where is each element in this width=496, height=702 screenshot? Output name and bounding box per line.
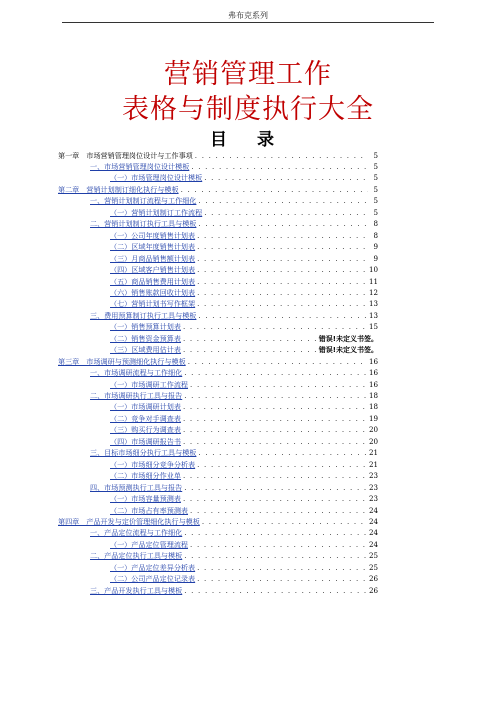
toc-entry[interactable] xyxy=(110,379,378,390)
toc-entry[interactable] xyxy=(110,413,378,424)
toc-entry-title[interactable]: （一）公司年度销售计划表 xyxy=(110,230,196,240)
toc-page-number: 5 xyxy=(373,173,378,183)
toc-entry[interactable] xyxy=(58,516,378,527)
toc-dot-leader xyxy=(183,402,367,412)
toc-dot-leader xyxy=(197,574,367,584)
toc-entry-title[interactable]: 一、市场调研流程与工作细化 xyxy=(90,368,183,378)
toc-entry-title[interactable]: （二）市场细分作业单 xyxy=(110,471,181,481)
toc-dot-leader xyxy=(198,311,367,321)
toc-dot-leader xyxy=(197,265,367,275)
toc-entry-title[interactable]: 三、费用预算制订执行工具与模板 xyxy=(90,310,197,320)
toc-dot-leader xyxy=(195,151,368,161)
toc-page-number: 16 xyxy=(368,368,378,378)
toc-entry[interactable] xyxy=(90,161,378,172)
toc-page-number: 13 xyxy=(368,310,378,320)
toc-dot-leader xyxy=(184,483,367,493)
toc-page-number: 9 xyxy=(373,242,378,252)
toc-entry-title[interactable]: （二）竞争对手调查表 xyxy=(110,413,181,423)
toc-dot-leader xyxy=(183,334,317,344)
toc-dot-leader xyxy=(190,506,367,516)
toc-entry[interactable] xyxy=(90,310,378,321)
toc-dot-leader xyxy=(197,254,368,264)
toc-page-number: 24 xyxy=(368,516,378,526)
toc-entry[interactable] xyxy=(90,528,378,539)
toc-page-number: 5 xyxy=(373,150,378,160)
toc-entry[interactable] xyxy=(90,551,378,562)
toc-dot-leader xyxy=(197,460,367,470)
toc-page-number: 5 xyxy=(373,207,378,217)
toc-entry-title[interactable]: （三）区域费用估计表 xyxy=(110,345,181,355)
toc-dot-leader xyxy=(197,277,367,287)
toc-dot-leader xyxy=(184,368,367,378)
toc-entry[interactable] xyxy=(110,402,378,413)
toc-entry[interactable] xyxy=(110,242,378,253)
toc-dot-leader xyxy=(197,563,367,573)
toc-entry-title[interactable]: 一、产品定位流程与工作细化 xyxy=(90,528,183,538)
toc-entry-title[interactable]: （七）营销计划书写作框架 xyxy=(110,299,196,309)
toc-entry-title[interactable]: 一、市场营销管理岗位设计模板 xyxy=(90,162,190,172)
toc-page-number: 23 xyxy=(368,471,378,481)
toc-dot-leader xyxy=(183,437,367,447)
toc-entry[interactable] xyxy=(110,562,378,573)
toc-entry[interactable] xyxy=(90,390,378,401)
toc-dot-leader xyxy=(197,231,368,241)
toc-dot-leader xyxy=(202,517,367,527)
toc-page-number: 19 xyxy=(368,413,378,423)
toc-page-number: 13 xyxy=(368,299,378,309)
toc-dot-leader xyxy=(183,345,317,355)
toc-entry-title[interactable]: （六）销售账款回收计划表 xyxy=(110,287,196,297)
toc-entry-title[interactable]: （四）市场调研报告书 xyxy=(110,436,181,446)
toc-entry-title: 第一章 市场营销管理岗位设计与工作事项 xyxy=(58,150,193,160)
toc-entry-title[interactable]: （三）购买行为调查表 xyxy=(110,425,181,435)
toc-dot-leader xyxy=(184,586,367,596)
toc-page-number: 18 xyxy=(368,391,378,401)
toc-dot-leader xyxy=(204,173,368,183)
toc-page-number: 24 xyxy=(368,505,378,515)
toc-dot-leader xyxy=(197,288,367,298)
toc-entry-title[interactable]: （五）商品销售费用计划表 xyxy=(110,276,196,286)
toc-entry[interactable] xyxy=(110,459,378,470)
toc-entry[interactable] xyxy=(90,448,378,459)
toc-page-number: 25 xyxy=(368,551,378,561)
toc-entry[interactable] xyxy=(110,173,378,184)
toc-entry-title[interactable]: 一、营销计划制订流程与工作细化 xyxy=(90,196,197,206)
toc-entry-title[interactable]: （一）市场调研工作流程 xyxy=(110,379,189,389)
toc-entry[interactable] xyxy=(110,299,378,310)
toc-entry[interactable] xyxy=(110,539,378,550)
toc-entry[interactable] xyxy=(110,345,378,356)
toc-dot-leader xyxy=(197,242,368,252)
toc-entry-title[interactable]: （四）区域客户销售计划表 xyxy=(110,265,196,275)
toc-page-number: 20 xyxy=(368,425,378,435)
toc-dot-leader xyxy=(184,391,367,401)
toc-heading: 目 录 xyxy=(210,130,286,150)
toc-page-number: 20 xyxy=(368,436,378,446)
toc-page-number: 21 xyxy=(368,459,378,469)
toc-entry[interactable] xyxy=(110,425,378,436)
toc-entry[interactable] xyxy=(110,287,378,298)
toc-dot-leader xyxy=(190,380,367,390)
toc-page-number: 5 xyxy=(373,184,378,194)
toc-page-number: 5 xyxy=(373,162,378,172)
toc-page-number: 8 xyxy=(373,219,378,229)
toc-dot-leader xyxy=(198,196,368,206)
toc-entry[interactable] xyxy=(110,436,378,447)
toc-page-number: 8 xyxy=(373,230,378,240)
toc-entry-title[interactable]: 二、市场调研执行工具与报告 xyxy=(90,391,183,401)
toc-entry-title[interactable]: （三）月商品销售额计划表 xyxy=(110,253,196,263)
toc-bookmark-error: 错误!未定义书签。 xyxy=(318,346,378,355)
toc-page-number: 12 xyxy=(368,287,378,297)
toc-entry-title[interactable]: （一）产品定位管理流程 xyxy=(110,539,189,549)
toc-dot-leader xyxy=(183,414,367,424)
toc-dot-leader xyxy=(191,162,368,172)
toc-entry-title[interactable]: （一）产品定位差异分析表 xyxy=(110,562,196,572)
toc-entry[interactable] xyxy=(110,494,378,505)
toc-dot-leader xyxy=(183,425,367,435)
toc-entry[interactable] xyxy=(58,356,378,367)
toc-dot-leader xyxy=(181,185,368,195)
toc-entry[interactable] xyxy=(110,505,378,516)
toc-dot-leader xyxy=(198,219,368,229)
toc-page-number: 9 xyxy=(373,253,378,263)
toc-entry-title[interactable]: （二）公司产品定位记录表 xyxy=(110,574,196,584)
toc-entry-title[interactable]: （二）销售资金预算表 xyxy=(110,333,181,343)
toc-entry[interactable] xyxy=(90,585,378,596)
toc-entry-title[interactable]: 第三章 市场调研与预测细化执行与模板 xyxy=(58,356,186,366)
toc-entry-title[interactable]: （一）市场容量预测表 xyxy=(110,494,181,504)
toc-page-number: 21 xyxy=(368,448,378,458)
toc-dot-leader xyxy=(183,322,367,332)
document-title-line2: 表格与制度执行大全 xyxy=(122,94,374,125)
header-rule xyxy=(62,22,434,23)
toc-entry[interactable] xyxy=(110,265,378,276)
toc-entry[interactable] xyxy=(90,196,378,207)
toc-entry-title[interactable]: （一）营销计划制订工作流程 xyxy=(110,207,203,217)
toc-dot-leader xyxy=(204,208,368,218)
toc-entry-title[interactable]: 第四章 产品开发与定价管理细化执行与模板 xyxy=(58,516,200,526)
toc-entry[interactable] xyxy=(110,322,378,333)
toc-entry-title[interactable]: （一）销售预算计划表 xyxy=(110,322,181,332)
toc-page-number: 10 xyxy=(368,265,378,275)
toc-entry[interactable] xyxy=(110,276,378,287)
toc-dot-leader xyxy=(190,540,367,550)
toc-entry[interactable] xyxy=(58,184,378,195)
toc-dot-leader xyxy=(183,471,367,481)
toc-entry[interactable] xyxy=(90,482,378,493)
toc-entry[interactable] xyxy=(90,368,378,379)
toc-entry-title[interactable]: （一）市场调研计划表 xyxy=(110,402,181,412)
document-title-line1: 营销管理工作 xyxy=(164,59,332,90)
toc-page-number: 18 xyxy=(368,402,378,412)
toc-page-number: 11 xyxy=(368,276,378,286)
toc-page-number: 5 xyxy=(373,196,378,206)
toc-dot-leader xyxy=(198,448,367,458)
toc-dot-leader xyxy=(184,528,367,538)
toc-page-number: 24 xyxy=(368,528,378,538)
toc-page-number: 26 xyxy=(368,574,378,584)
toc-page-number: 23 xyxy=(368,494,378,504)
toc-entry-title[interactable]: （一）市场管理岗位设计模板 xyxy=(110,173,203,183)
toc-entry[interactable] xyxy=(110,230,378,241)
toc-entry[interactable] xyxy=(110,253,378,264)
toc-entry xyxy=(58,150,378,161)
toc-entry[interactable] xyxy=(110,574,378,585)
toc-dot-leader xyxy=(183,494,367,504)
toc-entry-title[interactable]: 四、市场预测执行工具与报告 xyxy=(90,482,183,492)
toc-entry[interactable] xyxy=(110,471,378,482)
toc-entry-title[interactable]: （一）市场细分竞争分析表 xyxy=(110,459,196,469)
toc-entry-title[interactable]: （二）区域年度销售计划表 xyxy=(110,242,196,252)
toc-dot-leader xyxy=(197,299,367,309)
toc-dot-leader xyxy=(184,551,367,561)
toc-entry-title[interactable]: 二、产品定位执行工具与模板 xyxy=(90,551,183,561)
running-header: 弗布克系列 xyxy=(228,11,268,20)
toc-dot-leader xyxy=(188,357,367,367)
toc-entry[interactable] xyxy=(90,219,378,230)
toc-page-number: 26 xyxy=(368,585,378,595)
toc-entry-title[interactable]: 二、营销计划制订执行工具与模板 xyxy=(90,219,197,229)
toc-page-number: 15 xyxy=(368,322,378,332)
toc-page-number: 16 xyxy=(368,356,378,366)
toc-entry-title[interactable]: 三、产品开发执行工具与模板 xyxy=(90,585,183,595)
toc-entry-title[interactable]: 三、目标市场细分执行工具与模板 xyxy=(90,448,197,458)
toc-page-number: 16 xyxy=(368,379,378,389)
toc-entry[interactable] xyxy=(110,207,378,218)
toc-entry-title[interactable]: 第二章 营销计划制订细化执行与模板 xyxy=(58,184,179,194)
toc-entry[interactable] xyxy=(110,333,378,344)
toc-page-number: 25 xyxy=(368,562,378,572)
toc-page-number: 23 xyxy=(368,482,378,492)
toc-page-number: 24 xyxy=(368,539,378,549)
toc-bookmark-error: 错误!未定义书签。 xyxy=(318,334,378,343)
toc-entry-title[interactable]: （二）市场占有率预测表 xyxy=(110,505,189,515)
